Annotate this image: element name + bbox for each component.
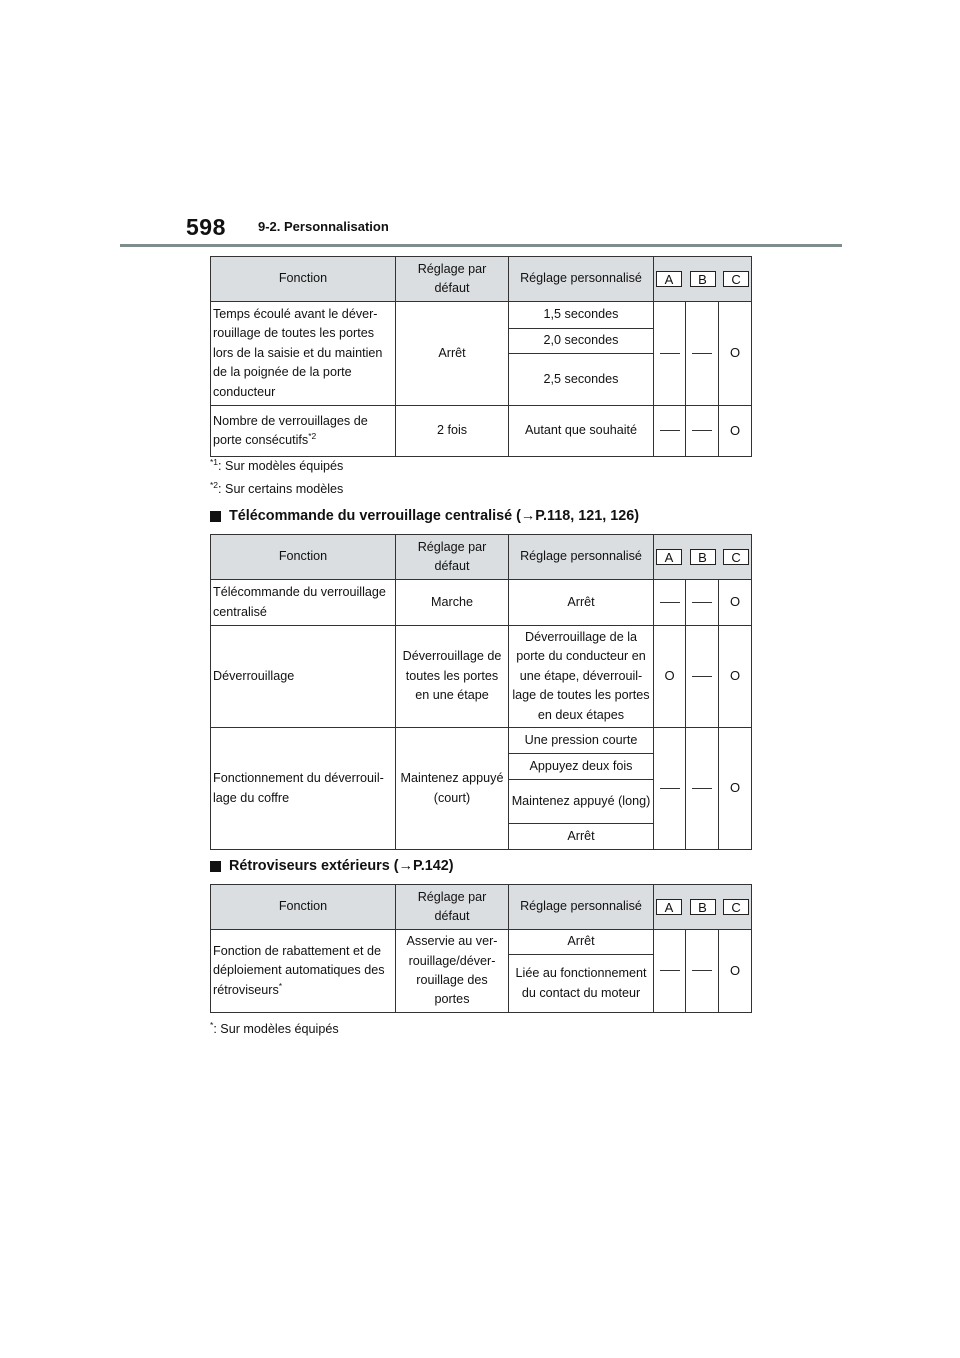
label-b-icon: B [690,271,716,287]
column-header-function: Fonction [211,535,396,580]
label-a-icon: A [656,271,682,287]
mark-b [686,302,719,406]
default-cell: Maintenez appuyé (court) [396,728,509,850]
table-row [211,406,752,457]
mark-c: O [719,626,752,728]
default-cell: Marche [396,580,509,626]
label-c-icon: C [723,549,749,565]
mark-a [654,302,686,406]
label-c-icon: C [723,271,749,287]
settings-table-3 [210,884,752,1013]
function-cell: Déverrouillage [211,626,396,728]
sub-heading-mirrors: Rétroviseurs extérieurs (→P.142) [210,858,454,874]
square-bullet-icon [210,511,221,522]
dash-icon [692,970,712,971]
option-cell: Une pression courte [509,728,654,754]
mark-b [686,930,719,1013]
mark-a: O [654,626,686,728]
label-c-icon: C [723,899,749,915]
mark-c: O [719,728,752,850]
table-row [211,302,752,329]
option-cell: 1,5 secondes [509,302,654,329]
mark-a [654,580,686,626]
table-header-row [211,885,752,930]
column-header-abc [654,885,752,930]
custom-cell: Arrêt [509,580,654,626]
mark-a [654,930,686,1013]
table-row [211,580,752,626]
footnote: $^{*2}$: Sur certains modèles [210,479,344,496]
column-header-abc [654,257,752,302]
column-header-default: Réglage par défaut [396,257,509,302]
dash-icon [692,788,712,789]
default-cell: Arrêt [396,302,509,406]
dash-icon [660,602,680,603]
function-cell: Fonction de rabattement et de déploiement automatiques des rétroviseurs* [211,930,396,1013]
function-cell: Télécommande du verrouillage centralisé [211,580,396,626]
table-header-row [211,535,752,580]
option-cell: Appuyez deux fois [509,754,654,780]
dash-icon [660,788,680,789]
square-bullet-icon [210,861,221,872]
page-number: 598 [186,214,226,240]
label-b-icon: B [690,549,716,565]
dash-icon [660,970,680,971]
default-cell: Asservie au ver-rouillage/déver-rouillage des portes [396,930,509,1013]
label-b-icon: B [690,899,716,915]
sub-heading-remote: Télécommande du verrouillage centralisé (→P.118, 121, 126) [210,508,639,524]
column-header-custom: Réglage personnalisé [509,885,654,930]
function-cell: Temps écoulé avant le déver-rouillage de toutes les portes lors de la saisie et du maintien de la poignée de la porte conducteur [211,302,396,406]
function-cell: Nombre de verrouillages de porte consécutifs$^{*2}$ [211,406,396,457]
footnote: $^{*1}$: Sur modèles équipés [210,456,344,473]
mark-b [686,580,719,626]
column-header-custom: Réglage personnalisé [509,257,654,302]
custom-cell: Autant que souhaité [509,406,654,457]
mark-c: O [719,580,752,626]
option-cell: Arrêt [509,930,654,955]
option-cell: Maintenez appuyé (long) [509,780,654,824]
dash-icon [660,430,680,431]
settings-table-1 [210,256,752,457]
mark-c: O [719,406,752,457]
footnote-ref: * [278,980,283,991]
dash-icon [692,676,712,677]
column-header-function: Fonction [211,885,396,930]
settings-table-2 [210,534,752,850]
column-header-custom: Réglage personnalisé [509,535,654,580]
custom-cell: Déverrouillage de la porte du conducteur en une étape, déverrouil-lage de toutes les portes en deux étapes [509,626,654,728]
option-cell: Liée au fonctionnement du contact du moteur [509,955,654,1013]
table-header-row [211,257,752,302]
dash-icon [692,602,712,603]
mark-a [654,406,686,457]
dash-icon [660,353,680,354]
footnote-ref: *2 [308,430,317,441]
function-cell: Fonctionnement du déverrouil-lage du coffre [211,728,396,850]
mark-b [686,406,719,457]
mark-b [686,626,719,728]
footnote: *: Sur modèles équipés [210,1019,339,1036]
column-header-default: Réglage par défaut [396,885,509,930]
table-row [211,728,752,754]
mark-c: O [719,302,752,406]
mark-b [686,728,719,850]
column-header-function: Fonction [211,257,396,302]
section-title: 9-2. Personnalisation [258,219,389,234]
dash-icon [692,430,712,431]
default-cell: Déverrouillage de toutes les portes en une étape [396,626,509,728]
label-a-icon: A [656,549,682,565]
label-a-icon: A [656,899,682,915]
dash-icon [692,353,712,354]
table-row [211,930,752,955]
header-rule [120,244,842,247]
mark-a [654,728,686,850]
table-row [211,626,752,728]
column-header-default: Réglage par défaut [396,535,509,580]
option-cell: 2,0 secondes [509,329,654,354]
column-header-abc [654,535,752,580]
option-cell: Arrêt [509,824,654,850]
default-cell: 2 fois [396,406,509,457]
option-cell: 2,5 secondes [509,354,654,406]
mark-c: O [719,930,752,1013]
